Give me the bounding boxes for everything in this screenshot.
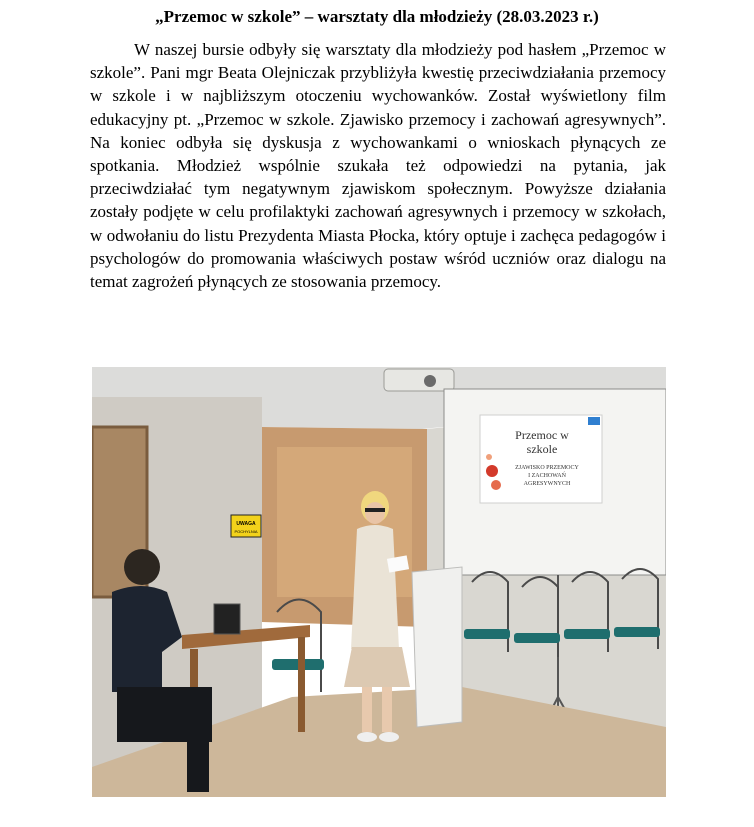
svg-text:POCHYLNIA: POCHYLNIA [234,529,258,534]
svg-text:Przemoc w: Przemoc w [515,428,569,442]
workshop-photo [92,367,666,797]
document-paragraph: W naszej bursie odbyły się warsztaty dla młodzieży pod hasłem „Przemoc w szkole”. Pani mgr Beata Olejniczak przybliżyła kwestię przeciwdziałania przemocy w szkole i w najbliższym otoczeniu wychowanków. Został wyświetlony film edukacyjny pt. „Przemoc w szkole. Zjawisko przemocy i zachowań agresywnych”. Na koniec odbyła się dyskusja z wychowankami o wnioskach płynących ze spotkania. Młodzież wspólnie szukała też odpowiedzi na pytania, jak przeciwdziałać tym negatywnym zjawiskom społecznym. Powyższe działania zostały podjęte w celu profilaktyki zachowań agresywnych i przemocy w szkołach, w odwołaniu do listu Prezydenta Miasta Płocka, który optuje i zachęca pedagogów i psychologów do promowania właściwych postaw wśród uczniów oraz dialogu na temat zagrożeń płynących ze stosowania przemocy. [90,40,666,292]
svg-text:I ZACHOWAŃ: I ZACHOWAŃ [528,473,566,479]
warning-sign [231,515,261,537]
svg-text:AGRESYWNYCH: AGRESYWNYCH [523,481,571,487]
document-title: „Przemoc w szkole” – warsztaty dla młodzieży (28.03.2023 r.) [155,7,599,26]
svg-text:UWAGA: UWAGA [236,521,256,527]
svg-text:ZJAWISKO PRZEMOCY: ZJAWISKO PRZEMOCY [515,465,579,471]
projection-screen [444,389,666,575]
svg-text:szkole: szkole [526,442,558,456]
